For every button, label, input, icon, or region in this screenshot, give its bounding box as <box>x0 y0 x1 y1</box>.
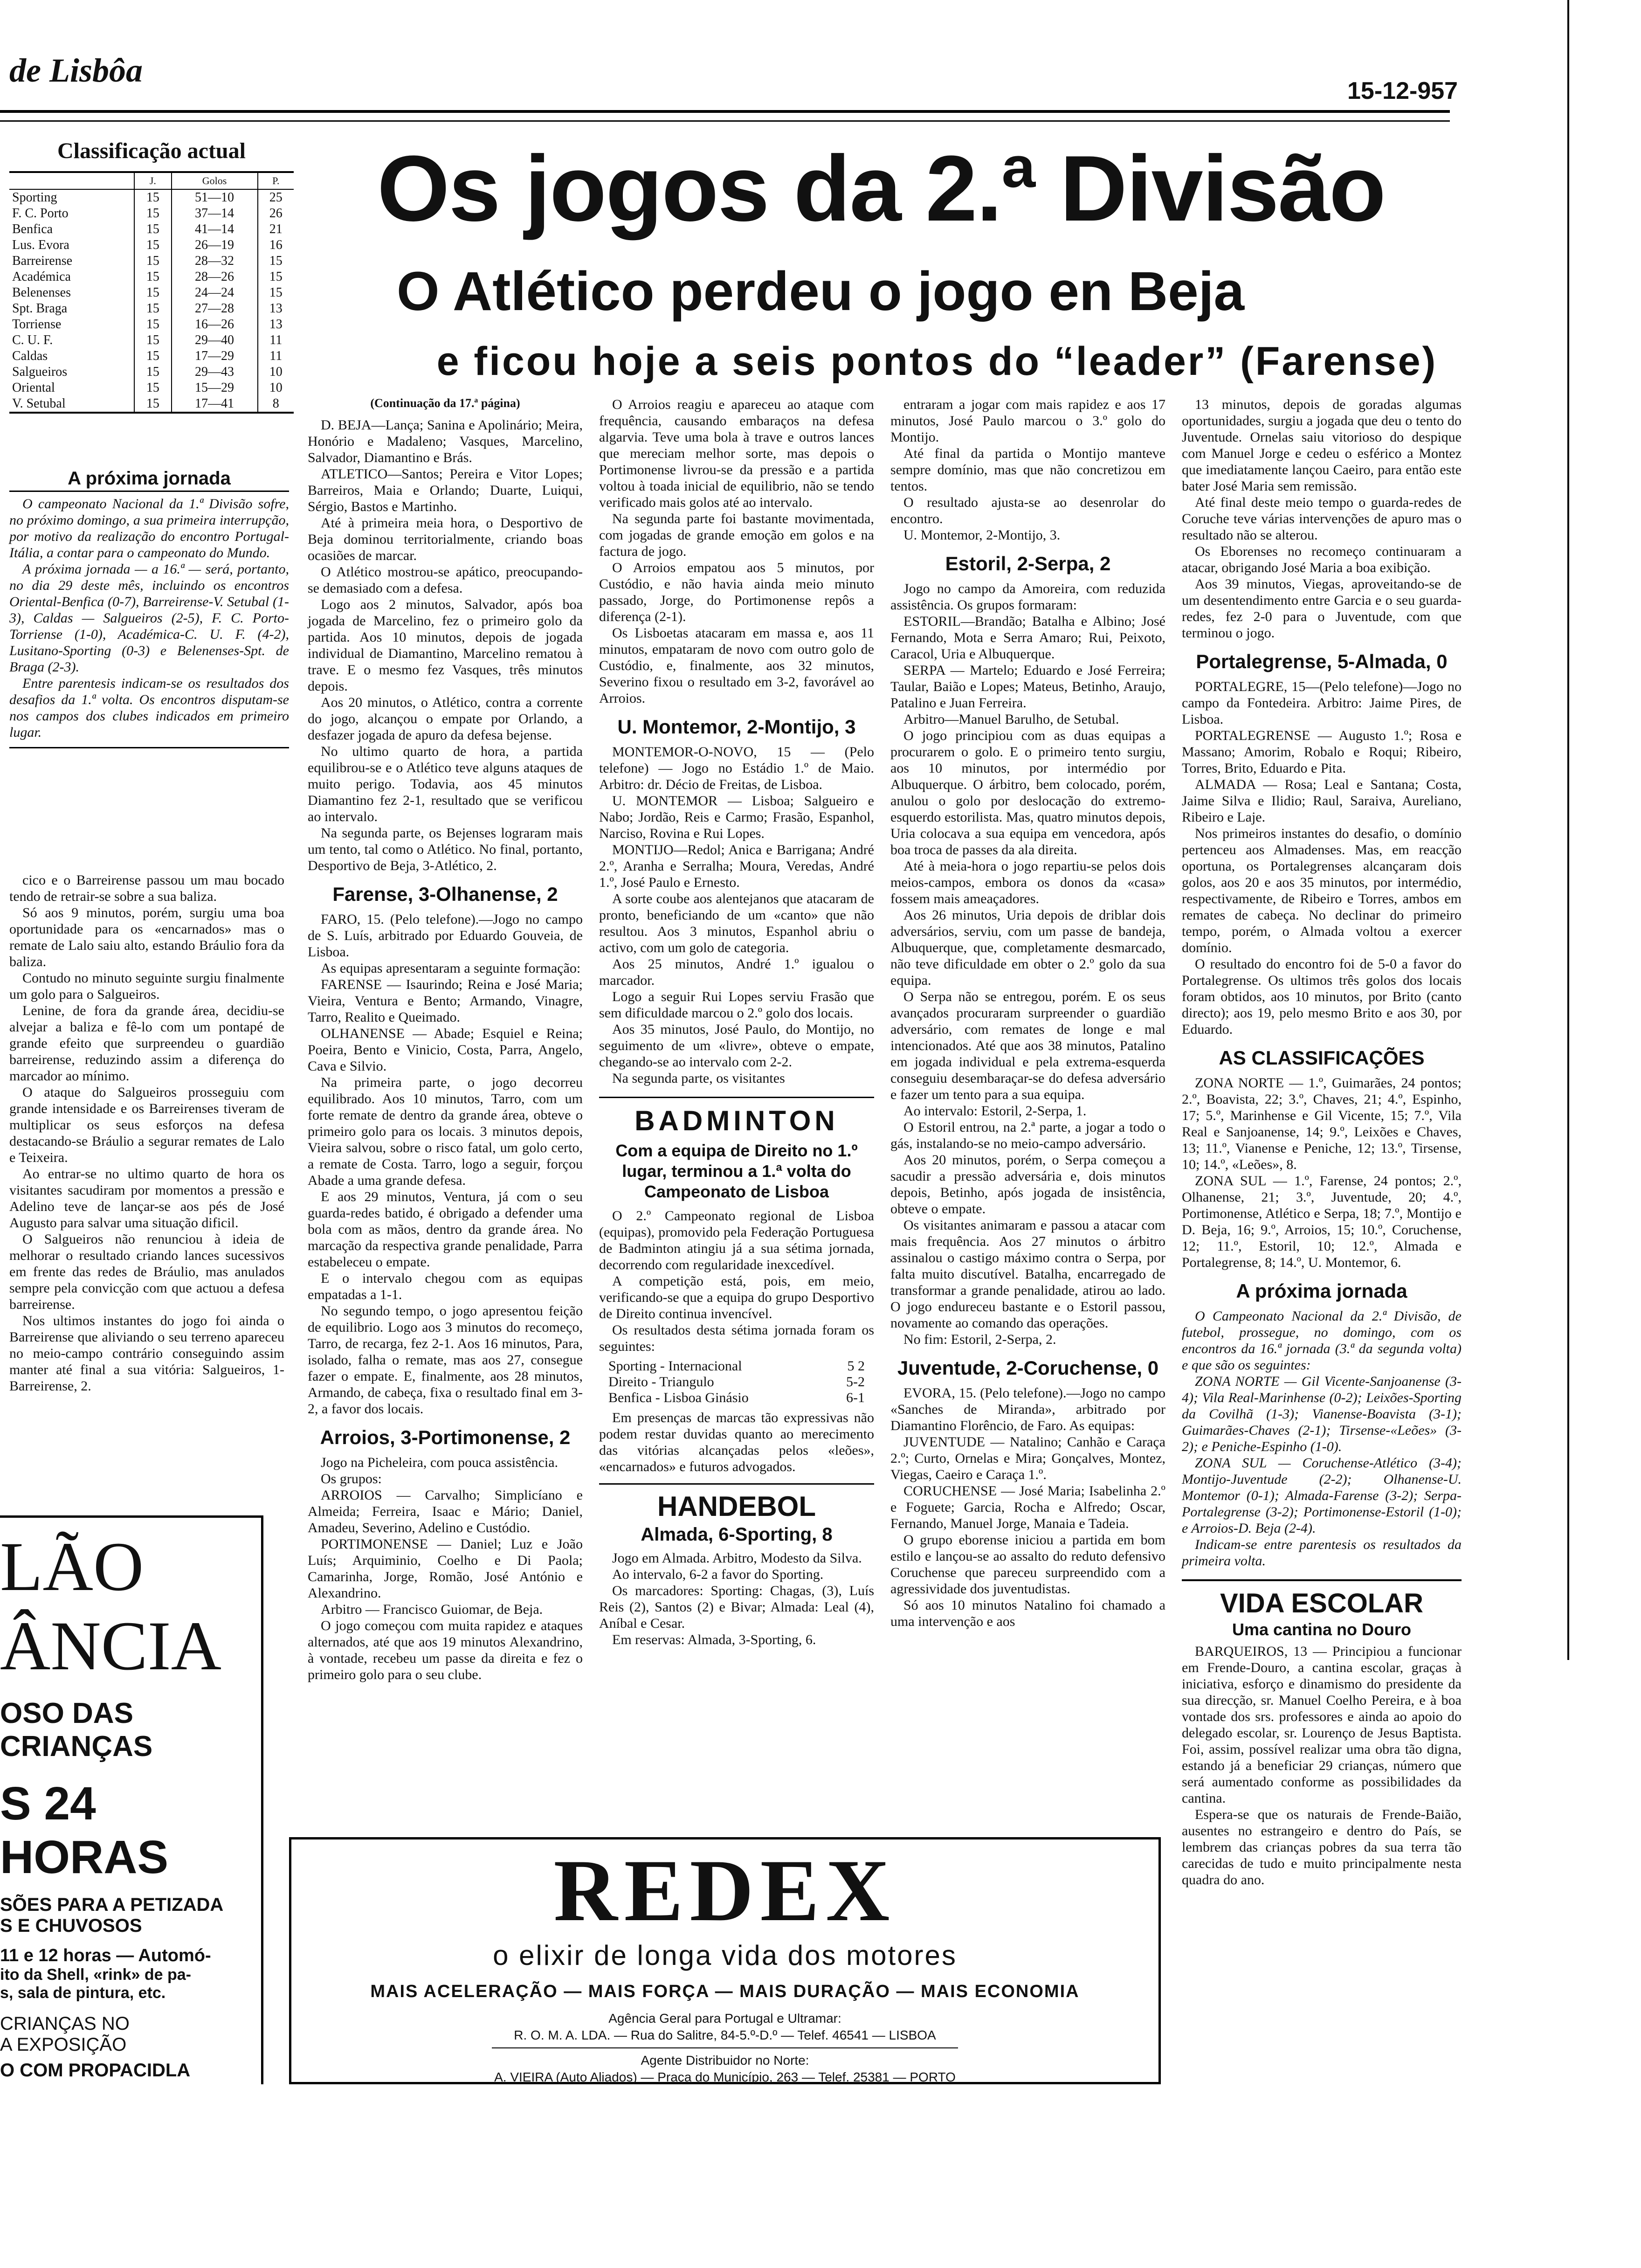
left-ad-line2: ÂNCIA <box>0 1607 221 1685</box>
table-row <box>9 237 294 253</box>
article-paragraph: ATLETICO—Santos; Pereira e Vitor Lopes; Barreiros, Maia e Orlando; Duarte, Luiqui, Sérgio, Bastos e Martinho. <box>308 466 583 514</box>
article-paragraph: ZONA NORTE — 1.º, Guimarães, 24 pontos; 2.º, Boavista, 22; 3.º, Chaves, 21; 4.º, Espinho, 17; 5.º, Marinhense e Gil Vicente, 15; 7.º, Vila Real e Sanjoanense, 14; 9.º, Leixões e Chaves, 13; 11.º, Vianense e Peniche, 12; 13.º, Tirsense, 10; 14.º, «Leões», 8. <box>1182 1075 1462 1172</box>
left-ad-line11: A EXPOSIÇÃO <box>0 2034 127 2055</box>
article-paragraph: Até final da partida o Montijo manteve sempre domínio, mas que não concretizou em tentos. <box>890 446 1165 494</box>
article-paragraph: D. BEJA—Lança; Sanina e Apolinário; Meira, Honório e Madaleno; Vasques, Marcelino, Salvador, Diamantino e Brás. <box>308 417 583 465</box>
played-cell: 15 <box>134 301 171 317</box>
result-match: Benfica - Lisboa Ginásio <box>608 1390 749 1405</box>
points-cell: 26 <box>258 206 294 221</box>
article-paragraph: Ao entrar-se no ultimo quarto de hora os visitantes sacudiram por momentos a pressão e Adelino teve de lançar-se aos pés de José Augusto para salvar uma situação dificil. <box>9 1166 284 1231</box>
played-cell: 15 <box>134 380 171 396</box>
issue-date: 15-12-957 <box>1347 77 1458 104</box>
col1-heading-farense: Farense, 3-Olhanense, 2 <box>332 883 558 905</box>
team-cell: Lus. Evora <box>12 238 69 252</box>
col1-heading-arroios: Arroios, 3-Portimonense, 2 <box>320 1426 571 1448</box>
article-paragraph: Na primeira parte, o jogo decorreu equilibrado. Aos 10 minutos, Tarro, com um forte remate de dentro da grande área, obteve o primeiro golo para os locais. 3 minutos depois, Vieira salvou, sobre o risco fatal, um golo certo, a remate de Costa. Tarro, logo a seguir, forçou Abade a uma grande defesa. <box>308 1075 583 1188</box>
left-ad-line9: s, sala de pintura, etc. <box>0 1984 166 2002</box>
article-paragraph: Aos 25 minutos, André 1.º igualou o marcador. <box>599 956 874 988</box>
header-points: P. <box>258 173 294 189</box>
points-cell: 11 <box>258 332 294 348</box>
article-paragraph: Logo aos 2 minutos, Salvador, após boa jogada de Marcelino, fez o primeiro golo da partida. Aos 10 minutos, depois de jogada individual de Diamantino, Marcelino rematou à trave. E o mesmo fez Vasques, três minutos depois. <box>308 597 583 694</box>
goals-cell: 24—24 <box>172 285 258 301</box>
column-4 <box>1182 396 1462 1888</box>
article-paragraph: BARQUEIROS, 13 — Principiou a funcionar em Frende-Douro, a cantina escolar, graças à iniciativa, esforço e dinamismo do presidente da sua direcção, sr. Manuel Coelho Pereira, e à boa vontade dos srs. professores e ainda ao apoio do delegado escolar, sr. Lourenço de Jesus Baptista. Foi, assim, possível realizar uma obra tão digna, estando já a beneficiar 29 crianças, número que será aumentado conforme as possibilidades da cantina. <box>1182 1644 1462 1806</box>
table-row <box>9 332 294 348</box>
left-ad-line10: CRIANÇAS NO <box>0 2013 130 2034</box>
col4-heading-classifications: AS CLASSIFICAÇÕES <box>1219 1047 1425 1069</box>
article-paragraph: Nos ultimos instantes do jogo foi ainda o Barreirense que aliviando o seu terreno apareceu no meio-campo contrário conseguindo assim manter até final a sua vitória: Salgueiros, 1-Barreirense, 2. <box>9 1313 284 1394</box>
team-cell: Belenenses <box>12 285 71 300</box>
points-cell: 15 <box>258 253 294 269</box>
goals-cell: 16—26 <box>172 317 258 332</box>
redex-address: R. O. M. A. LDA. — Rua do Salitre, 84-5.º-D.º — Telef. 46541 — LISBOA <box>514 2028 936 2042</box>
badminton-results <box>608 1358 865 1406</box>
header-played: J. <box>134 173 171 189</box>
article-paragraph: MONTIJO—Redol; Anica e Barrigana; André 2.º, Aranha e Serralha; Moura, Veredas, André 1.º, José Paulo e Ernesto. <box>599 842 874 890</box>
article-paragraph: Arbitro — Francisco Guiomar, de Beja. <box>321 1602 543 1617</box>
article-paragraph: O Atlético mostrou-se apático, preocupando-se demasiado com a defesa. <box>308 564 583 596</box>
article-paragraph: Jogo em Almada. Arbitro, Modesto da Silva. <box>612 1550 862 1566</box>
article-paragraph: Os Eborenses no recomeço continuaram a atacar, obrigando José Maria a boa exibição. <box>1182 544 1462 575</box>
column-3 <box>890 396 1165 1630</box>
goals-cell: 37—14 <box>172 206 258 221</box>
redex-brand: REDEX <box>553 1842 896 1940</box>
article-paragraph: Até final deste meio tempo o guarda-redes de Coruche teve várias intervenções de apuro mas o resultado não se alterou. <box>1182 495 1462 543</box>
article-paragraph: JUVENTUDE — Natalino; Canhão e Caraça 2.º; Curto, Ornelas e Mira; Gonçalves, Montez, Viegas, Caeiro e Caraça 1.º. <box>890 1434 1165 1482</box>
result-match: Direito - Triangulo <box>608 1374 714 1390</box>
col4-heading-portalegrense: Portalegrense, 5-Almada, 0 <box>1196 650 1448 672</box>
article-paragraph: Lenine, de fora da grande área, decidiu-se alvejar a baliza e fê-lo com um pontapé de grande efeito que surpreendeu o guardião barreirense, reduzindo assim a diferença do marcador ao mínimo. <box>9 1003 284 1084</box>
played-cell: 15 <box>134 189 171 206</box>
article-paragraph: FARO, 15. (Pelo telefone).—Jogo no campo de S. Luís, arbitrado por Eduardo Gouveia, de Lisboa. <box>308 912 583 960</box>
article-paragraph: O jogo começou com muita rapidez e ataques alternados, até que aos 19 minutos Alexandrino, à vontade, recebeu um passe da direita e fez o primeiro golo para o seu clube. <box>308 1618 583 1682</box>
result-row <box>608 1358 865 1374</box>
table-row <box>9 380 294 396</box>
redex-tagline: o elixir de longa vida dos motores <box>493 1940 957 1971</box>
article-paragraph: O Estoril entrou, na 2.ª parte, a jogar a todo o gás, instalando-se no meio-campo adversário. <box>890 1120 1165 1151</box>
article-paragraph: O Arroios reagiu e apareceu ao ataque com frequência, causando embaraços na defesa algarvia. Teve uma bola à trave e outros lances que mereciam melhor sorte, mas depois o Portimonense livrou-se da pressão e a partida voltou à toada inicial de equilibrio, não se tendo verificado mais golos até ao intervalo. <box>599 397 874 510</box>
table-row <box>9 253 294 269</box>
masthead-rule-1 <box>0 110 1450 113</box>
left-continuation-text <box>9 872 284 1394</box>
article-paragraph: ZONA SUL — Coruchense-Atlético (3-4); Montijo-Juventude (2-2); Olhanense-U. Montemor (0-1); Almada-Farense (3-2); Serpa-Portalegrense (3-2); Portimonense-Estoril (1-0); e Arroios-D. Beja (2-4). <box>1182 1455 1462 1536</box>
table-row <box>9 348 294 364</box>
article-paragraph: entraram a jogar com mais rapidez e aos 17 minutos, José Paulo marcou o 3.º golo do Montijo. <box>890 397 1165 445</box>
article-paragraph: O Salgueiros não renunciou à ideia de melhorar o resultado criando lances sucessivos em frente das redes de Bráulio, mas anulados sempre pela convicção com que actuou a defesa barreirense. <box>9 1231 284 1312</box>
table-row <box>9 269 294 285</box>
article-paragraph: Na segunda parte, os Bejenses lograram mais um tento, tal como o Atlético. No final, portanto, Desportivo de Beja, 3-Atlético, 2. <box>308 825 583 873</box>
table-row <box>9 285 294 301</box>
result-match: Sporting - Internacional <box>608 1358 742 1374</box>
article-paragraph: Os Lisboetas atacaram em massa e, aos 11 minutos, empataram de novo com outro golo de Custódio, e, finalmente, aos 32 minutos, Severino fixou o resultado em 3-2, favorável ao Arroios. <box>599 625 874 706</box>
goals-cell: 26—19 <box>172 237 258 253</box>
article-paragraph: O Campeonato Nacional da 2.ª Divisão, de futebol, prossegue, no domingo, com os encontros da 16.ª jornada (3.ª da segunda volta) e que são os seguintes: <box>1182 1308 1462 1373</box>
article-paragraph: U. Montemor, 2-Montijo, 3. <box>903 527 1061 543</box>
classification-box <box>9 138 294 414</box>
article-paragraph: ZONA SUL — 1.º, Farense, 24 pontos; 2.º, Olhanense, 21; 3.º, Juventude, 20; 4.º, Portimonense, Atlético e Serpa, 18; 7.º, Montijo e D. Beja, 16; 9.º, Arroios, 15; 10.º, Coruchense, 12; 11.º, Estoril, 10; 12.º, Almada e Portalegrense, 8; 14.º, U. Montemor, 6. <box>1182 1173 1462 1270</box>
article-paragraph: E o intervalo chegou com as equipas empatadas a 1-1. <box>308 1271 583 1302</box>
classification-title: Classificação actual <box>57 138 246 163</box>
table-row <box>9 206 294 221</box>
result-score: 5-2 <box>846 1374 865 1390</box>
redex-ad <box>289 1837 1161 2084</box>
article-paragraph: No segundo tempo, o jogo apresentou feição de equilibrio. Logo aos 3 minutos do recomeço, Tarro, de recarga, fez 2-1. Aos 16 minutos, Para, isolado, falha o remate, mas aos 27, consegue fazer o empate. E, finalmente, aos 28 minutos, Armando, de cabeça, fixa o resultado final em 3-2, a favor dos locais. <box>308 1303 583 1417</box>
team-cell: Torriense <box>12 317 62 332</box>
article-paragraph: Os marcadores: Sporting: Chagas, (3), Luís Reis (2), Santos (2) e Bivar; Almada: Leal (4), Aníbal e Cesar. <box>599 1583 874 1631</box>
article-paragraph: Ao intervalo: Estoril, 2-Serpa, 1. <box>903 1103 1087 1119</box>
article-paragraph: Aos 35 minutos, José Paulo, do Montijo, no seguimento de um «livre», obteve o empate, chegando-se ao intervalo com 2-2. <box>599 1022 874 1070</box>
goals-cell: 17—41 <box>172 396 258 412</box>
goals-cell: 15—29 <box>172 380 258 396</box>
handebol-subtitle: Almada, 6-Sporting, 8 <box>641 1524 833 1545</box>
article-paragraph: Contudo no minuto seguinte surgiu finalmente um golo para o Salgueiros. <box>9 970 284 1002</box>
badminton-closing: Em presenças de marcas tão expressivas não podem restar duvidas quanto ao merecimento das vitórias alcançadas pelos «leões», «encarnados» e futuros advogados. <box>599 1410 874 1474</box>
article-paragraph: ESTORIL—Brandão; Batalha e Albino; José Fernando, Mota e Serra Amaro; Rui, Peixoto, Caracol, Uria e Albuquerque. <box>890 614 1165 662</box>
article-paragraph: Nos primeiros instantes do desafio, o domínio pertenceu aos Almadenses. Mas, em reacção oportuna, os Portalegrenses alcançaram dois golos, aos 20 e aos 35 minutos, por intermédio, respectivamente, de Ribeiro e Torres, ambos em remates de cabeça. No declinar do primeiro tempo, porém, o Almada voltou a exercer domínio. <box>1182 826 1462 955</box>
left-ad-line3: OSO DAS CRIANÇAS <box>0 1697 153 1763</box>
team-cell: Barreirense <box>12 254 73 268</box>
next-round-left-p2: A próxima jornada — a 16.ª — será, portanto, no dia 29 deste mês, incluindo os encontros Oriental-Benfica (0-7), Barreirense-V. Setubal (1-3), Caldas — Salgueiros (2-5), F. C. Porto-Torriense (1-0), Académica-C. U. F. (4-2), Lusitano-Sporting (0-3) e Belenenses-Spt. de Braga (2-3). <box>9 561 289 675</box>
article-paragraph: Na segunda parte, os visitantes <box>612 1071 785 1086</box>
result-score: 6-1 <box>846 1390 865 1405</box>
goals-cell: 28—26 <box>172 269 258 285</box>
article-paragraph: O 2.º Campeonato regional de Lisboa (equipas), promovido pela Federação Portuguesa de Badminton atingiu já a sua sétima jornada, decorrendo com regularidade inexcedível. <box>599 1208 874 1272</box>
played-cell: 15 <box>134 206 171 221</box>
article-paragraph: Na segunda parte foi bastante movimentada, com jogadas de grande emoção em golos e na factura de jogo. <box>599 511 874 559</box>
redex-distributor-label: Agente Distribuidor no Norte: <box>641 2053 809 2067</box>
header-goals: Golos <box>172 173 258 189</box>
article-paragraph: Aos 20 minutos, o Atlético, contra a corrente do jogo, alcançou o empate por Orlando, a desfazer jogada de apuro da defesa bejense. <box>308 695 583 743</box>
article-paragraph: Indicam-se entre parentesis os resultados da primeira volta. <box>1182 1537 1462 1569</box>
points-cell: 10 <box>258 380 294 396</box>
points-cell: 13 <box>258 301 294 317</box>
vida-escolar-subtitle: Uma cantina no Douro <box>1232 1620 1412 1639</box>
team-cell: F. C. Porto <box>12 206 69 221</box>
left-ad-line6: S E CHUVOSOS <box>0 1915 142 1936</box>
handebol-title: HANDEBOL <box>657 1491 816 1522</box>
team-cell: Spt. Braga <box>12 301 68 316</box>
article-paragraph: OLHANENSE — Abade; Esquiel e Reina; Poeira, Bento e Vinicio, Costa, Parra, Angelo, Cava e Silvio. <box>308 1026 583 1074</box>
team-cell: Académica <box>12 270 71 284</box>
vida-escolar-title: VIDA ESCOLAR <box>1220 1588 1424 1618</box>
left-ad-line7: 11 e 12 horas — Automó- <box>0 1946 211 1965</box>
redex-agency: Agência Geral para Portugal e Ultramar: <box>608 2011 841 2026</box>
column-1 <box>308 396 583 1683</box>
played-cell: 15 <box>134 396 171 412</box>
left-ad-line8: ito da Shell, «rink» de pa- <box>0 1966 191 1984</box>
continuation-note: (Continuação da 17.ª página) <box>370 396 520 410</box>
article-paragraph: No fim: Estoril, 2-Serpa, 2. <box>903 1332 1056 1347</box>
article-paragraph: Aos 26 minutos, Uria depois de driblar dois adversários, serviu, com um passe de bandeja, Albuquerque, que, completamente desmarcado, não teve dificuldade em obter o 2.º golo da sua equipa. <box>890 907 1165 988</box>
points-cell: 25 <box>258 189 294 206</box>
table-row <box>9 301 294 317</box>
article-paragraph: Só aos 10 minutos Natalino foi chamado a uma intervenção e aos <box>890 1597 1165 1629</box>
article-paragraph: Até à meia-hora o jogo repartiu-se pelos dois meios-campos, embora os donos da «casa» fossem mais ameaçadores. <box>890 858 1165 906</box>
article-paragraph: Logo a seguir Rui Lopes serviu Frasão que sem dificuldade marcou o 2.º golo dos locais. <box>599 989 874 1021</box>
played-cell: 15 <box>134 269 171 285</box>
article-paragraph: Os grupos: <box>321 1471 382 1487</box>
points-cell: 15 <box>258 285 294 301</box>
team-cell: Oriental <box>12 380 55 395</box>
goals-cell: 17—29 <box>172 348 258 364</box>
article-paragraph: SERPA — Martelo; Eduardo e José Ferreira; Taular, Baião e Lopes; Mateus, Betinho, Araujo, Patalino e Juan Ferreira. <box>890 663 1165 711</box>
article-paragraph: Espera-se que os naturais de Frende-Baião, ausentes no estrangeiro e dentro do País, se lembrem das crianças pobres da sua terra tão carecidas de tudo e muito principalmente nesta quadra do ano. <box>1182 1807 1462 1888</box>
goals-cell: 29—43 <box>172 364 258 380</box>
article-paragraph: PORTALEGRE, 15—(Pelo telefone)—Jogo no campo da Fontedeira. Arbitro: Jaime Pires, de Lisboa. <box>1182 679 1462 727</box>
points-cell: 21 <box>258 221 294 237</box>
team-cell: Benfica <box>12 222 53 236</box>
article-paragraph: FARENSE — Isaurindo; Reina e José Maria; Vieira, Ventura e Bento; Armando, Vinagre, Tarro, Realito e Queimado. <box>308 977 583 1025</box>
team-cell: V. Setubal <box>12 396 66 411</box>
article-paragraph: PORTIMONENSE — Daniel; Luz e João Luís; Arquiminio, Coelho e Di Paola; Camarinha, Jorge, Romão, José António e Alexandrino. <box>308 1536 583 1601</box>
masthead <box>0 0 1641 121</box>
team-cell: Salgueiros <box>12 365 68 379</box>
col3-heading-estoril: Estoril, 2-Serpa, 2 <box>945 553 1111 574</box>
main-headline: Os jogos da 2.ª Divisão <box>377 137 1385 241</box>
article-paragraph: Os resultados desta sétima jornada foram os seguintes: <box>599 1322 874 1354</box>
goals-cell: 29—40 <box>172 332 258 348</box>
goals-cell: 27—28 <box>172 301 258 317</box>
points-cell: 10 <box>258 364 294 380</box>
article-paragraph: Aos 39 minutos, Viegas, aproveitando-se de um desentendimento entre Garcia e o seu guarda-redes, fez 2-0 para o Juventude, com que terminou o jogo. <box>1182 576 1462 641</box>
article-paragraph: O grupo eborense iniciou a partida em bom estilo e lançou-se ao assalto do reduto defensivo Coruchense que pareceu surpreendido com a agressividade dos juventudistas. <box>890 1532 1165 1597</box>
played-cell: 15 <box>134 285 171 301</box>
left-ad-line1: LÃO <box>0 1528 144 1605</box>
col2-heading-montemor: U. Montemor, 2-Montijo, 3 <box>617 716 856 738</box>
table-row <box>9 221 294 237</box>
next-round-left-p1: O campeonato Nacional da 1.ª Divisão sofre, no próximo domingo, a sua primeira interrupção, por motivo da realização do encontro Portugal-Itália, a contar para o campeonato do Mundo. <box>9 496 289 560</box>
next-round-left <box>9 466 289 748</box>
article-paragraph: ARROIOS — Carvalho; Simplicíano e Almeida; Ferreira, Isaac e Mário; Daniel, Amadeu, Severino, Adelino e Custódio. <box>308 1487 583 1535</box>
played-cell: 15 <box>134 332 171 348</box>
points-cell: 13 <box>258 317 294 332</box>
goals-cell: 28—32 <box>172 253 258 269</box>
points-cell: 11 <box>258 348 294 364</box>
masthead-rule-2 <box>0 120 1450 122</box>
played-cell: 15 <box>134 364 171 380</box>
article-paragraph: A competição está, pois, em meio, verificando-se que a equipa do grupo Desportivo de Direito continua invencível. <box>599 1273 874 1321</box>
team-cell: Caldas <box>12 349 48 363</box>
col4-heading-next-round: A próxima jornada <box>1236 1280 1407 1302</box>
article-paragraph: 13 minutos, depois de goradas algumas oportunidades, surgiu a jogada que deu o tento do Juventude. Ornelas saiu vitorioso do despique com Manuel Jorge e cedeu o esférico a Montez que imediatamente lançou Caeiro, para então este bater José Maria sem remissão. <box>1182 397 1462 494</box>
redex-distributor: A. VIEIRA (Auto Aliados) — Praça do Município, 263 — Telef. 25381 — PORTO <box>494 2070 956 2084</box>
team-cell: C. U. F. <box>12 333 53 347</box>
table-row <box>9 396 294 412</box>
article-paragraph: Em reservas: Almada, 3-Sporting, 6. <box>612 1632 816 1647</box>
newspaper-name: de Lisbôa <box>9 52 143 89</box>
table-row <box>9 317 294 332</box>
column-2 <box>599 396 874 1648</box>
article-paragraph: E aos 29 minutos, Ventura, já com o seu guarda-redes batido, é obrigado a defender uma bola com as mãos, dentro da grande área. No marcação da respectiva grande penalidade, Parra estabeleceu o empate. <box>308 1189 583 1270</box>
article-paragraph: EVORA, 15. (Pelo telefone).—Jogo no campo «Sanches de Miranda», arbitrado por Diamantino Florêncio, de Faro. As equipas: <box>890 1385 1165 1433</box>
badminton-subtitle: Com a equipa de Direito no 1.º lugar, terminou a 1.ª volta do Campeonato de Lisboa <box>615 1141 858 1201</box>
article-paragraph: O Arroios empatou aos 5 minutos, por Custódio, e não havia ainda meio minuto passado, Jorge, do Portimonense repôs a diferença (2-1). <box>599 560 874 624</box>
classification-table <box>9 173 294 412</box>
article-paragraph: Ao intervalo, 6-2 a favor do Sporting. <box>612 1567 824 1582</box>
redex-claims: MAIS ACELERAÇÃO — MAIS FORÇA — MAIS DURAÇÃO — MAIS ECONOMIA <box>370 1982 1080 2001</box>
right-edge-rule <box>1567 0 1569 1660</box>
goals-cell: 51—10 <box>172 189 258 206</box>
next-round-left-p3: Entre parentesis indicam-se os resultados dos desafios da 1.ª volta. Os encontros disputam-se nos campos dos clubes indicados em primeiro lugar. <box>9 676 289 740</box>
sub-headline-2: e ficou hoje a seis pontos do “leader” (Farense) <box>436 339 1438 384</box>
article-paragraph: Aos 20 minutos, porém, o Serpa começou a sacudir a pressão adversária e, dois minutos depois, Betinho, após jogada de insistência, obteve o empate. <box>890 1152 1165 1217</box>
left-ad-line5: SÕES PARA A PETIZADA <box>0 1895 224 1915</box>
article-paragraph: O resultado ajusta-se ao desenrolar do encontro. <box>890 495 1165 526</box>
article-paragraph: ZONA NORTE — Gil Vicente-Sanjoanense (3-4); Vila Real-Marinhense (0-2); Leixões-Sporting da Covilhã (1-3); Vianense-Boavista (3-1); Guimarães-Chaves (2-1); Tirsense-«Leões» (3-2); e Peniche-Espinho (1-0). <box>1182 1374 1462 1454</box>
sub-headline-1: O Atlético perdeu o jogo en Beja <box>396 261 1245 322</box>
left-ad-line12: O COM PROPACIDLA <box>0 2060 191 2081</box>
result-score: 5 2 <box>847 1358 865 1374</box>
left-ad-line4: S 24 HORAS <box>0 1777 169 1883</box>
result-row <box>608 1390 865 1406</box>
table-row <box>9 364 294 380</box>
played-cell: 15 <box>134 221 171 237</box>
played-cell: 15 <box>134 237 171 253</box>
article-paragraph: MONTEMOR-O-NOVO, 15 — (Pelo telefone) — Jogo no Estádio 1.º de Maio. Arbitro: dr. Décio de Freitas, de Lisboa. <box>599 744 874 792</box>
col3-heading-juventude: Juventude, 2-Coruchense, 0 <box>897 1357 1159 1379</box>
article-paragraph: Os visitantes animaram e passou a atacar com mais frequência. Aos 27 minutos o árbitro assinalou o castigo máximo contra o Serpa, por falta muito discutível. Batalha, encarregado de transformar a grande penalidade, atirou ao lado. O jogo endureceu bastante e o Estoril passou, novamente ao comando das operações. <box>890 1217 1165 1331</box>
played-cell: 15 <box>134 253 171 269</box>
left-ad-box <box>0 1515 263 2084</box>
article-paragraph: O resultado do encontro foi de 5-0 a favor do Portalegrense. Os ultimos três golos dos locais foram obtidos, aos 10 minutos, por Brito (canto directo); aos 19, pelo mesmo Brito e aos 30, por Eduardo. <box>1182 956 1462 1037</box>
article-paragraph: Só aos 9 minutos, porém, surgiu uma boa oportunidade para os «encarnados» mas o remate de Lalo saiu alto, estando Bráulio fora da baliza. <box>9 905 284 969</box>
article-paragraph: Jogo no campo da Amoreira, com reduzida assistência. Os grupos formaram: <box>890 581 1165 613</box>
article-paragraph: U. MONTEMOR — Lisboa; Salgueiro e Nabo; Jordão, Reis e Carmo; Frasão, Espanhol, Narciso, Rovina e Rui Lopes. <box>599 793 874 841</box>
article-paragraph: O ataque do Salgueiros prosseguiu com grande intensidade e os Barreirenses tiveram de multiplicar os seus esforços na defesa destacando-se Bráulio a segurar remates de Lalo e Teixeira. <box>9 1085 284 1165</box>
article-paragraph: No ultimo quarto de hora, a partida equilibrou-se e o Atlético teve alguns ataques de muito perigo. Todavia, aos 45 minutos Diamantino fez 2-1, resultado que se verificou ao intervalo. <box>308 744 583 824</box>
article-paragraph: CORUCHENSE — José Maria; Isabelinha 2.º e Foguete; Garcia, Rocha e Alfredo; Oscar, Fernando, Manuel Jorge, Manaia e Tadeia. <box>890 1483 1165 1531</box>
points-cell: 15 <box>258 269 294 285</box>
points-cell: 8 <box>258 396 294 412</box>
article-paragraph: As equipas apresentaram a seguinte formação: <box>321 961 581 976</box>
team-cell: Sporting <box>12 190 57 205</box>
article-paragraph: PORTALEGRENSE — Augusto 1.º; Rosa e Massano; Amorim, Robalo e Roqui; Ribeiro, Torres, Brito, Eduardo e Pita. <box>1182 728 1462 776</box>
article-paragraph: O jogo principiou com as duas equipas a procurarem o golo. E o primeiro tento surgiu, aos 10 minutos, por intermédio por Albuquerque. O árbitro, bem colocado, porém, anulou o golo por deslocação do extremo-esquerdo estorilista. Mas, quatro minutos depois, Uria colocava a sua equipa em vencedora, após boa troca de passes da ala direita. <box>890 728 1165 857</box>
table-row <box>9 189 294 206</box>
next-round-left-title: A próxima jornada <box>9 466 289 492</box>
article-paragraph: A sorte coube aos alentejanos que atacaram de pronto, beneficiando de um «canto» que não resultou. Aos 3 minutos, Espanhol abriu o activo, com um golo de categoria. <box>599 891 874 955</box>
points-cell: 16 <box>258 237 294 253</box>
article-paragraph: O Serpa não se entregou, porém. E os seus avançados procuraram surpreender o guardião adversário, com remates de longe e mal intencionados. Até que aos 38 minutos, Patalino em jogada individual e pela extrema-esquerda conseguiu desembaraçar-se do defesa adversário e fazer um tento para a sua equipa. <box>890 989 1165 1102</box>
goals-cell: 41—14 <box>172 221 258 237</box>
played-cell: 15 <box>134 317 171 332</box>
badminton-title: BADMINTON <box>634 1105 839 1136</box>
article-paragraph: Arbitro—Manuel Barulho, de Setubal. <box>903 712 1119 727</box>
result-row <box>608 1374 865 1390</box>
article-paragraph: Até à primeira meia hora, o Desportivo de Beja dominou territorialmente, criando boas ocasiões de marcar. <box>308 515 583 563</box>
article-paragraph: cico e o Barreirense passou um mau bocado tendo de retrair-se sobre a sua baliza. <box>9 872 284 904</box>
article-paragraph: Jogo na Picheleira, com pouca assistência. <box>321 1455 558 1470</box>
article-paragraph: ALMADA — Rosa; Leal e Santana; Costa, Jaime Silva e Ilidio; Raul, Saraiva, Aureliano, Ribeiro e Laje. <box>1182 777 1462 825</box>
played-cell: 15 <box>134 348 171 364</box>
